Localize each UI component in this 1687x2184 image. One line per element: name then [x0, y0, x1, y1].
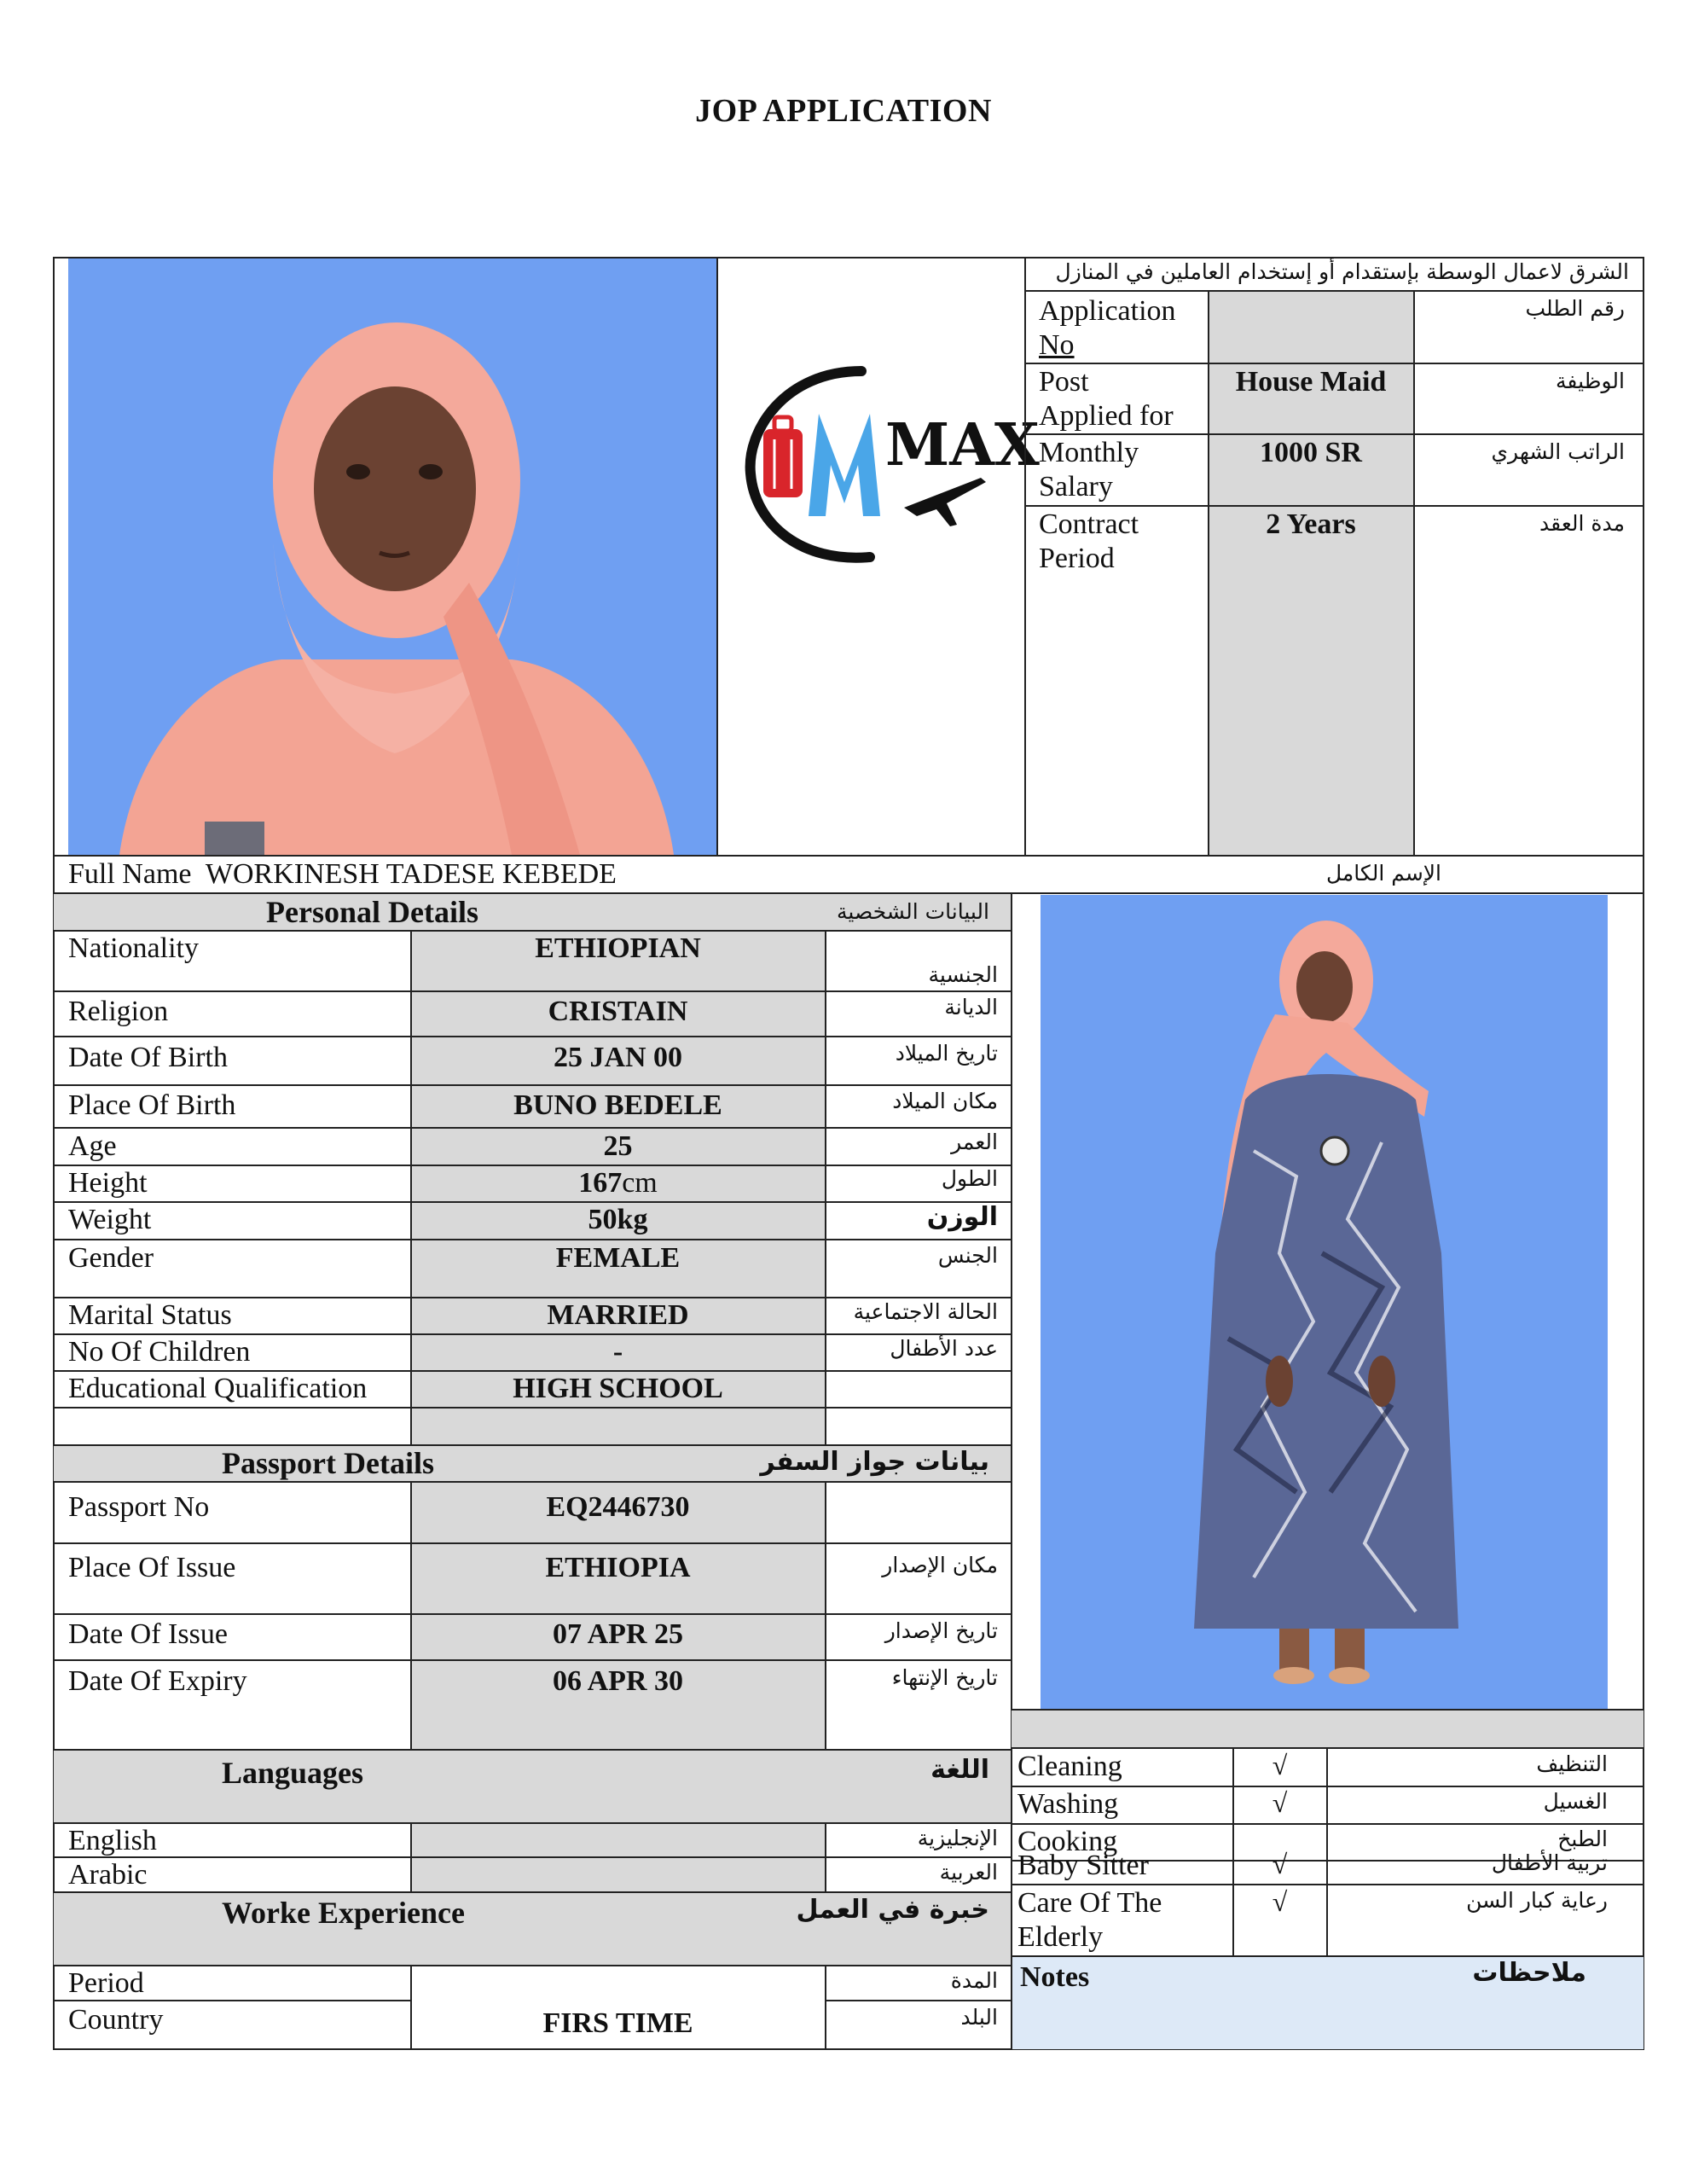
date-of-issue-label-ar: تاريخ الإصدار: [884, 1618, 998, 1643]
skill-washing-label-ar: الغسيل: [1543, 1789, 1608, 1814]
languages-heading-ar: اللغة: [930, 1755, 989, 1785]
notes-label-ar: ملاحظات: [1472, 1958, 1586, 1988]
experience-period-label: Period: [68, 1967, 144, 1999]
experience-value: FIRS TIME: [542, 2007, 693, 2039]
date-of-expiry-label-ar: تاريخ الإنتهاء: [891, 1665, 998, 1690]
page-title: JOP APPLICATION: [695, 93, 992, 129]
religion-value: CRISTAIN: [548, 996, 688, 1027]
pob-value: BUNO BEDELE: [513, 1089, 722, 1121]
experience-period-label-ar: المدة: [950, 1968, 998, 1993]
passport-no-value: EQ2446730: [546, 1491, 690, 1523]
work-experience-heading-ar: خبرة في العمل: [796, 1895, 989, 1925]
weight-value: 50kg: [588, 1204, 648, 1235]
experience-country-label-ar: البلد: [960, 2005, 998, 2030]
gender-label: Gender: [68, 1242, 154, 1274]
company-logo: [733, 354, 1040, 576]
date-of-expiry-value: 06 APR 30: [553, 1665, 683, 1697]
pob-label-ar: مكان الميلاد: [892, 1089, 998, 1113]
place-of-issue-value: ETHIOPIA: [545, 1552, 691, 1583]
contract-period-label-ar: مدة العقد: [1539, 511, 1625, 536]
suitcase-plane-logo-icon: [733, 354, 1040, 576]
full-name-row: [68, 857, 617, 892]
monthly-salary-label-ar: الراتب الشهري: [1491, 439, 1625, 464]
language-english-label: English: [68, 1825, 157, 1856]
contract-period-value: 2 Years: [1266, 508, 1356, 540]
age-value: 25: [603, 1130, 633, 1162]
nationality-label: Nationality: [68, 932, 199, 964]
contract-period-label: Contract Period: [1039, 508, 1139, 574]
portrait-photo: [68, 258, 716, 855]
height-label-ar: الطول: [941, 1166, 998, 1191]
skill-cooking-label-ar: الطبخ: [1557, 1827, 1608, 1851]
personal-details-heading-ar: البيانات الشخصية: [837, 899, 989, 924]
language-arabic-label: Arabic: [68, 1859, 148, 1891]
skill-elderly-label: Care Of The Elderly: [1017, 1887, 1162, 1953]
skill-baby-sitter-label: Baby Sitter: [1017, 1850, 1149, 1881]
religion-label: Religion: [68, 996, 169, 1027]
post-applied-value: House Maid: [1235, 366, 1387, 398]
passport-details-heading-ar: بيانات جواز السفر: [760, 1447, 989, 1477]
marital-status-label: Marital Status: [68, 1299, 232, 1331]
pob-label: Place Of Birth: [68, 1089, 236, 1121]
full-name-label: Full Name: [68, 858, 192, 890]
language-arabic-label-ar: العربية: [939, 1860, 998, 1885]
agency-name: الشرق لاعمال الوسطة بإستقدام أو إستخدام العاملين في المنازل: [1055, 259, 1629, 284]
date-of-issue-label: Date Of Issue: [68, 1618, 228, 1650]
children-value: -: [612, 1336, 623, 1368]
experience-country-label: Country: [68, 2004, 164, 2036]
nationality-value: ETHIOPIAN: [535, 932, 701, 964]
languages-heading: Languages: [222, 1756, 364, 1790]
gender-value: FEMALE: [555, 1242, 681, 1274]
passport-details-heading: Passport Details: [222, 1446, 434, 1480]
weight-label: Weight: [68, 1204, 152, 1235]
monthly-salary-value: 1000 SR: [1260, 437, 1362, 468]
post-applied-label-ar: الوظيفة: [1556, 369, 1625, 393]
place-of-issue-label-ar: مكان الإصدار: [882, 1553, 998, 1577]
application-no-label: Application No: [1039, 295, 1176, 361]
place-of-issue-label: Place Of Issue: [68, 1552, 236, 1583]
dob-value: 25 JAN 00: [553, 1042, 683, 1073]
religion-label-ar: الديانة: [944, 995, 998, 1019]
dob-label: Date Of Birth: [68, 1042, 228, 1073]
skill-cleaning-label-ar: التنظيف: [1536, 1751, 1608, 1776]
gender-label-ar: الجنس: [937, 1243, 998, 1268]
age-label-ar: العمر: [951, 1130, 998, 1154]
skill-cleaning-label: Cleaning: [1017, 1751, 1122, 1782]
children-label-ar: عدد الأطفال: [890, 1336, 998, 1361]
nationality-label-ar: الجنسية: [928, 962, 998, 987]
skill-washing-check-icon: √: [1272, 1787, 1288, 1818]
personal-details-heading: Personal Details: [266, 895, 478, 929]
marital-status-label-ar: الحالة الاجتماعية: [853, 1299, 998, 1324]
children-label: No Of Children: [68, 1336, 251, 1368]
application-no-label-ar: رقم الطلب: [1525, 296, 1625, 321]
skill-cleaning-check-icon: √: [1272, 1750, 1288, 1780]
post-applied-label: Post Applied for: [1039, 366, 1174, 432]
skill-baby-sitter-label-ar: تربية الأطفال: [1491, 1850, 1608, 1875]
date-of-issue-value: 07 APR 25: [553, 1618, 683, 1650]
age-label: Age: [68, 1130, 117, 1162]
skill-elderly-check-icon: √: [1272, 1886, 1288, 1917]
height-label: Height: [68, 1167, 148, 1199]
monthly-salary-label: Monthly Salary: [1039, 437, 1139, 502]
passport-no-label: Passport No: [68, 1491, 210, 1523]
logo-text: MAX: [885, 411, 1040, 479]
date-of-expiry-label: Date Of Expiry: [68, 1665, 247, 1697]
language-english-label-ar: الإنجليزية: [917, 1826, 998, 1850]
work-experience-heading: Worke Experience: [222, 1896, 465, 1930]
skill-baby-sitter-check-icon: √: [1272, 1849, 1288, 1879]
full-name-label-ar: الإسم الكامل: [1325, 861, 1441, 886]
education-value: HIGH SCHOOL: [513, 1373, 723, 1404]
skill-cooking-label: Cooking: [1017, 1826, 1118, 1857]
notes-label: Notes: [1020, 1961, 1090, 1993]
full-body-photo: [1041, 895, 1608, 1709]
skill-elderly-label-ar: رعاية كبار السن: [1466, 1888, 1608, 1913]
height-value: 167cm: [578, 1167, 658, 1199]
weight-label-ar: الوزن: [926, 1202, 998, 1232]
skill-washing-label: Washing: [1017, 1788, 1119, 1820]
full-name-value: WORKINESH TADESE KEBEDE: [205, 858, 617, 890]
education-label: Educational Qualification: [68, 1373, 368, 1404]
marital-status-value: MARRIED: [547, 1299, 689, 1331]
dob-label-ar: تاريخ الميلاد: [895, 1041, 998, 1066]
